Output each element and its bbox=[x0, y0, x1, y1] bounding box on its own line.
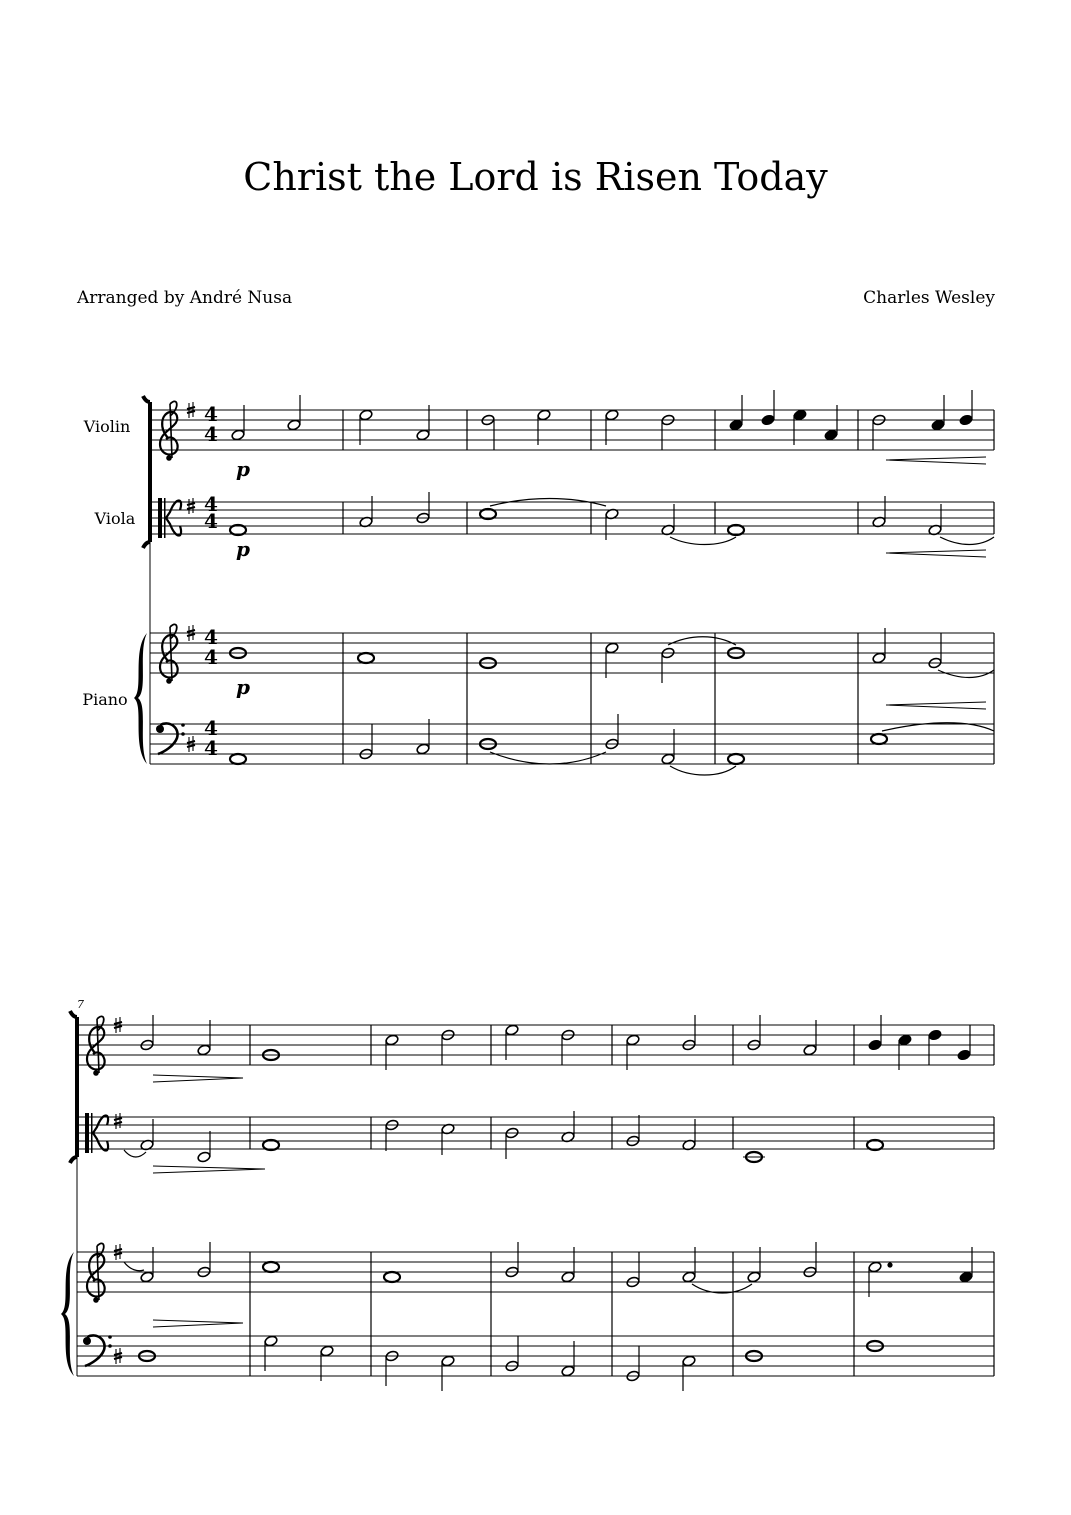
key-sharp-icon bbox=[187, 498, 195, 514]
violin-label: Violin bbox=[83, 417, 131, 436]
piano-rh-notes bbox=[124, 1242, 973, 1297]
viola-notes bbox=[124, 1111, 883, 1163]
time-sig-top: 4 bbox=[204, 716, 218, 740]
barlines bbox=[343, 410, 994, 764]
viola-staff bbox=[77, 1117, 994, 1149]
time-sig-top: 4 bbox=[204, 625, 218, 649]
composer-credit: Charles Wesley bbox=[863, 288, 995, 308]
system-2 bbox=[61, 998, 994, 1391]
bass-clef-icon bbox=[83, 1335, 112, 1366]
dynamic-piano: p bbox=[236, 457, 250, 481]
bass-clef-icon bbox=[156, 723, 185, 754]
piano-label: Piano bbox=[82, 690, 128, 709]
piano-brace bbox=[61, 1252, 74, 1376]
ensemble-bracket bbox=[143, 396, 150, 548]
crescendo-hairpins bbox=[886, 457, 986, 709]
arranger-credit: Arranged by André Nusa bbox=[77, 288, 293, 308]
dynamic-piano: p bbox=[236, 675, 250, 699]
piano-bass-staff bbox=[77, 1336, 994, 1376]
piano-bass-staff bbox=[150, 724, 994, 764]
time-sig-bottom: 4 bbox=[204, 645, 218, 669]
dynamic-piano: p bbox=[236, 537, 250, 561]
time-sig-bottom: 4 bbox=[204, 736, 218, 760]
piano-lh-notes bbox=[139, 1335, 883, 1391]
viola-label: Viola bbox=[94, 509, 136, 528]
piano-rh-notes bbox=[230, 628, 994, 683]
page-title: Christ the Lord is Risen Today bbox=[243, 155, 828, 199]
key-sharp-icon bbox=[114, 1113, 122, 1129]
ensemble-bracket bbox=[70, 1011, 77, 1163]
diminuendo-hairpins bbox=[153, 1075, 265, 1327]
system-1 bbox=[82, 390, 994, 775]
violin-staff bbox=[150, 410, 994, 450]
time-sig-top: 4 bbox=[204, 402, 218, 426]
violin-staff bbox=[77, 1025, 994, 1065]
time-sig-bottom: 4 bbox=[204, 422, 218, 446]
piano-brace bbox=[134, 633, 147, 764]
piano-treble-staff bbox=[150, 633, 994, 673]
piano-treble-staff bbox=[77, 1252, 994, 1292]
time-sig-bottom: 4 bbox=[204, 509, 218, 533]
violin-notes bbox=[140, 1015, 971, 1070]
viola-staff bbox=[150, 502, 994, 534]
barlines bbox=[250, 1025, 994, 1376]
time-sig-top: 4 bbox=[204, 492, 218, 516]
measure-number: 7 bbox=[77, 998, 84, 1011]
